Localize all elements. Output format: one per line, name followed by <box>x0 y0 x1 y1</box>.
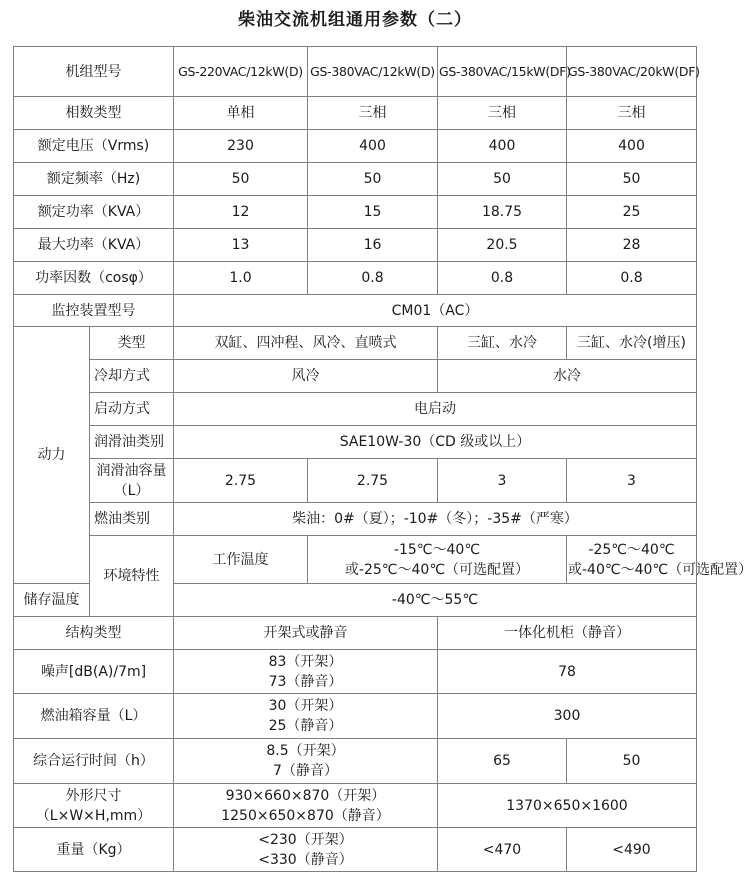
cell-value: 65 <box>438 739 567 784</box>
group-label-power: 动力 <box>14 327 90 584</box>
row-label: 结构类型 <box>14 617 174 650</box>
cell-value: 三缸、水冷(增压) <box>567 327 697 360</box>
row-label-line: （L） <box>113 482 150 499</box>
cell-value <box>174 739 438 784</box>
cell-value: 78 <box>438 650 697 694</box>
cell-value: 400 <box>567 130 697 163</box>
cell-value: 13 <box>174 229 308 262</box>
table-row <box>14 459 697 503</box>
cell-value <box>174 694 438 739</box>
cell-value: 0.8 <box>308 262 438 295</box>
cell-line: 83（开架） <box>268 653 343 670</box>
cell-value: 三相 <box>308 97 438 130</box>
model-row <box>14 47 697 97</box>
spec-table <box>13 46 752 872</box>
cell-line: 或-25℃～40℃（可选配置） <box>344 561 530 578</box>
row-label <box>90 459 174 503</box>
row-label: 噪声[dB(A)/7m] <box>14 650 174 694</box>
cell-value: 50 <box>567 163 697 196</box>
cell-value: 电启动 <box>174 393 697 426</box>
cell-value: 风冷 <box>174 360 438 393</box>
cell-value: 1.0 <box>174 262 308 295</box>
cell-value: 0.8 <box>438 262 567 295</box>
model-name: GS-380VAC/15kW(DF) <box>438 47 567 97</box>
cell-value: 开架式或静音 <box>174 617 438 650</box>
table-row <box>14 229 697 262</box>
table-row <box>14 617 697 650</box>
cell-line: 1250×650×870（静音） <box>221 807 390 824</box>
group-label-env: 环境特性 <box>90 536 174 617</box>
row-label: 润滑油类别 <box>90 426 174 459</box>
row-label: 额定电压（Vrms) <box>14 130 174 163</box>
cell-value: 400 <box>438 130 567 163</box>
row-label: 综合运行时间（h） <box>14 739 174 784</box>
cell-value: CM01（AC） <box>174 295 697 327</box>
cell-line: 73（静音） <box>268 673 343 690</box>
table-row <box>14 784 697 828</box>
row-label: 储存温度 <box>14 584 90 617</box>
cell-value: 3 <box>567 459 697 503</box>
cell-value: <470 <box>438 828 567 872</box>
row-label: 相数类型 <box>14 97 174 130</box>
row-label: 燃油箱容量（L） <box>14 694 174 739</box>
cell-value: -40℃～55℃ <box>174 584 697 617</box>
table-row <box>14 295 697 327</box>
table-row <box>14 262 697 295</box>
cell-value: SAE10W-30（CD 级或以上） <box>174 426 697 459</box>
cell-value: 2.75 <box>174 459 308 503</box>
row-label-line: 润滑油容量 <box>96 462 167 479</box>
row-label: 额定功率（KVA） <box>14 196 174 229</box>
cell-line: 930×660×870（开架） <box>225 787 386 804</box>
row-label-line: 外形尺寸 <box>65 787 122 804</box>
row-label: 燃油类别 <box>90 503 174 536</box>
table-row <box>14 828 697 872</box>
cell-value: 三缸、水冷 <box>438 327 567 360</box>
table-row <box>14 130 697 163</box>
cell-value <box>174 784 438 828</box>
cell-value: 28 <box>567 229 697 262</box>
row-label-line: （L×W×H,mm） <box>35 807 152 824</box>
table-row <box>14 196 697 229</box>
cell-value: 1370×650×1600 <box>438 784 697 828</box>
table-row <box>14 536 697 584</box>
cell-value: 25 <box>567 196 697 229</box>
cell-value <box>174 828 438 872</box>
row-label: 启动方式 <box>90 393 174 426</box>
cell-line: 25（静音） <box>268 718 343 734</box>
cell-line: -15℃～40℃ <box>393 541 481 558</box>
cell-value <box>308 536 567 584</box>
table-row <box>14 97 697 130</box>
cell-value: 50 <box>567 739 697 784</box>
cell-value <box>174 650 438 694</box>
model-name: GS-380VAC/12kW(D) <box>308 47 438 97</box>
row-label: 工作温度 <box>174 536 308 584</box>
cell-line: 8.5（开架） <box>266 743 345 759</box>
row-label: 最大功率（KVA） <box>14 229 174 262</box>
model-name: GS-220VAC/12kW(D) <box>174 47 308 97</box>
row-label: 类型 <box>90 327 174 360</box>
cell-value: 双缸、四冲程、风冷、直喷式 <box>174 327 438 360</box>
cell-value: 12 <box>174 196 308 229</box>
table-row <box>14 327 697 360</box>
table-row <box>14 694 697 739</box>
cell-value: 50 <box>174 163 308 196</box>
cell-line: 7（静音） <box>273 763 338 779</box>
row-label: 监控装置型号 <box>14 295 174 327</box>
cell-value: <490 <box>567 828 697 872</box>
row-label: 额定频率（Hz) <box>14 163 174 196</box>
table-row <box>14 650 697 694</box>
row-label: 重量（Kg） <box>14 828 174 872</box>
cell-value: 水冷 <box>438 360 697 393</box>
cell-line: <330（静音） <box>258 851 353 868</box>
model-name: GS-380VAC/20kW(DF) <box>567 47 697 97</box>
cell-value: 230 <box>174 130 308 163</box>
cell-value: 一体化机柜（静音） <box>438 617 697 650</box>
table-row <box>14 426 697 459</box>
cell-value: 2.75 <box>308 459 438 503</box>
table-row <box>14 503 697 536</box>
cell-line: <230（开架） <box>258 831 353 848</box>
cell-value: 50 <box>438 163 567 196</box>
table-row <box>14 393 697 426</box>
cell-value: 0.8 <box>567 262 697 295</box>
cell-value: 三相 <box>438 97 567 130</box>
cell-line: -25℃～40℃ <box>588 541 675 558</box>
model-header-label: 机组型号 <box>14 47 174 97</box>
cell-line: 30（开架） <box>268 698 343 714</box>
row-label: 功率因数（cosφ） <box>14 262 174 295</box>
cell-value: 50 <box>308 163 438 196</box>
cell-value <box>567 536 752 584</box>
cell-value: 16 <box>308 229 438 262</box>
cell-value: 柴油：0#（夏）；-10#（冬）；-35#（严寒） <box>174 503 697 536</box>
table-row <box>14 163 697 196</box>
table-row <box>14 739 697 784</box>
cell-value: 300 <box>438 694 697 739</box>
table-row <box>14 360 697 393</box>
row-label: 冷却方式 <box>90 360 174 393</box>
cell-value: 3 <box>438 459 567 503</box>
cell-value: 15 <box>308 196 438 229</box>
cell-value: 18.75 <box>438 196 567 229</box>
cell-line: 或-40℃～40℃（可选配置） <box>568 561 752 578</box>
cell-value: 20.5 <box>438 229 567 262</box>
page-title: 柴油交流机组通用参数（二） <box>238 10 472 30</box>
row-label <box>14 784 174 828</box>
cell-value: 三相 <box>567 97 697 130</box>
cell-value: 单相 <box>174 97 308 130</box>
cell-value: 400 <box>308 130 438 163</box>
